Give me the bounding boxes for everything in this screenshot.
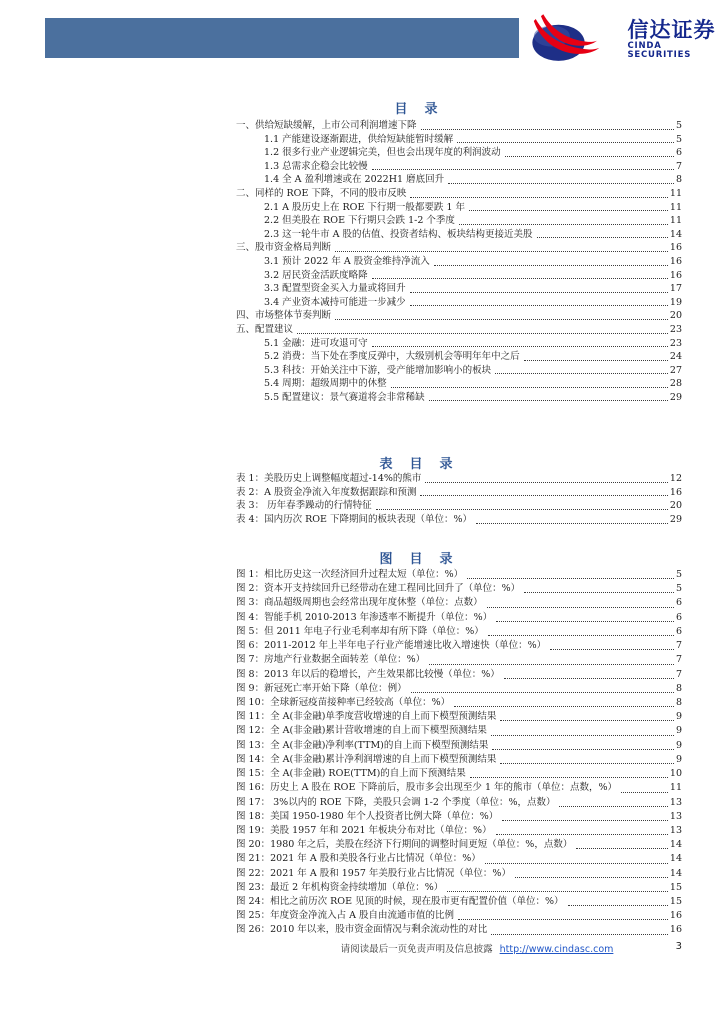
toc-list: [236, 119, 682, 404]
figure-entry: [236, 710, 682, 724]
dot-leader: [576, 848, 668, 849]
dot-leader: [457, 142, 674, 143]
table-entry-page: 16: [669, 486, 682, 498]
figure-list: [236, 568, 682, 938]
dot-leader: [434, 265, 668, 266]
toc-entry-page: 8: [675, 174, 682, 186]
figure-entry-label: 图 19：美股 1957 年和 2021 年板块分布对比（单位：%）: [236, 824, 492, 836]
table-entry: [236, 486, 682, 500]
toc-entry: [236, 187, 682, 201]
toc-entry-page: 19: [669, 296, 682, 308]
dot-leader: [496, 834, 668, 835]
toc-entry: [236, 296, 682, 310]
toc-entry: [236, 391, 682, 405]
figure-entry-page: 6: [675, 611, 682, 623]
dot-leader: [492, 749, 674, 750]
toc-entry-label: 2.2 但美股在 ROE 下行期只会跌 1-2 个季度: [264, 215, 455, 227]
dot-leader: [470, 777, 668, 778]
figure-entry-label: 图 21：2021 年 A 股和美股各行业占比情况（单位：%）: [236, 853, 481, 865]
figure-entry: [236, 668, 682, 682]
cinda-logo: [530, 10, 724, 68]
dot-leader: [410, 305, 668, 306]
table-list-heading: 表 目 录: [379, 457, 455, 472]
figure-entry-label: 图 23：最近 2 年机构资金持续增加（单位：%）: [236, 881, 444, 893]
figure-entry-label: 图 1：相比历史这一次经济回升过程太短（单位：%）: [236, 569, 464, 580]
figure-entry-page: 5: [675, 583, 682, 595]
figure-entry-page: 7: [675, 640, 682, 652]
dot-leader: [411, 692, 674, 693]
table-entry: [236, 513, 682, 527]
toc-entry-page: 29: [669, 391, 682, 403]
toc-entry: [236, 146, 682, 160]
figure-entry: [236, 753, 682, 767]
figure-entry-page: 6: [675, 625, 682, 637]
figure-entry: [236, 639, 682, 653]
dot-leader: [458, 919, 668, 920]
toc-entry: [236, 282, 682, 296]
toc-entry-page: 23: [669, 337, 682, 349]
dot-leader: [505, 156, 674, 157]
dot-leader: [297, 333, 668, 334]
toc-entry-label: 五、配置建议: [236, 323, 294, 335]
toc-entry-label: 三、股市资金格局判断: [236, 242, 332, 254]
figure-entry: [236, 724, 682, 738]
cinda-sphere-swoosh-icon: [530, 10, 617, 68]
figure-entry-page: 14: [669, 867, 682, 879]
dot-leader: [376, 509, 668, 510]
figure-entry-page: 9: [675, 753, 682, 765]
table-entry-page: 12: [669, 473, 682, 484]
dot-leader: [524, 592, 674, 593]
toc-entry-label: 5.1 金融：进可攻退可守: [264, 337, 368, 349]
toc-entry: [236, 377, 682, 391]
figure-entry-label: 图 10：全球新冠疫苗接种率已经较高（单位：%）: [236, 696, 451, 708]
table-entry-label: 表 4：国内历次 ROE 下降期间的板块表现（单位：%）: [236, 514, 473, 526]
figure-entry-label: 图 24：相比之前历次 ROE 见顶的时候，现在股市更有配置价值（单位：%）: [236, 896, 564, 908]
figure-entry-page: 15: [669, 896, 682, 908]
figure-entry: [236, 895, 682, 909]
dot-leader: [372, 169, 674, 170]
figure-entry: [236, 582, 682, 596]
footer-page-number: 3: [675, 941, 682, 952]
toc-entry-label: 5.5 配置建议：景气赛道将会非常稀缺: [264, 391, 425, 403]
dot-leader: [568, 905, 668, 906]
dot-leader: [550, 649, 674, 650]
dot-leader: [485, 863, 668, 864]
dot-leader: [537, 237, 668, 238]
toc-entry: [236, 119, 682, 133]
dot-leader: [500, 720, 674, 721]
figure-list-heading: 图 目 录: [379, 552, 455, 567]
figure-entry-label: 图 14：全 A(非金融)累计净利润增速的自上而下模型预测结果: [236, 753, 497, 765]
toc-entry-page: 28: [669, 378, 682, 390]
figure-entry-page: 8: [675, 696, 682, 708]
figure-entry-label: 图 25：年度资金净流入占 A 股自由流通市值的比例: [236, 910, 455, 922]
figure-entry: [236, 852, 682, 866]
figure-entry-page: 13: [669, 824, 682, 836]
figure-entry-label: 图 15：全 A(非金融) ROE(TTM)的自上而下预测结果: [236, 768, 466, 780]
toc-entry: [236, 133, 682, 147]
figure-entry: [236, 781, 682, 795]
toc-entry-label: 1.1 产能建设逐渐跟进，供给短缺能暂时缓解: [264, 133, 454, 145]
page-footer: [236, 941, 682, 955]
dot-leader: [504, 678, 674, 679]
toc-entry-page: 16: [669, 255, 682, 267]
figure-entry: [236, 810, 682, 824]
toc-entry-page: 16: [669, 269, 682, 281]
figure-entry-label: 图 3：商品超级周期也会经常出现年度休整（单位：点数）: [236, 597, 483, 609]
figure-entry-page: 14: [669, 853, 682, 865]
figure-entry: [236, 881, 682, 895]
figure-entry-page: 8: [675, 682, 682, 694]
figure-entry-page: 16: [669, 910, 682, 922]
toc-entry-page: 11: [669, 201, 682, 213]
toc-entry: [236, 160, 682, 174]
toc-entry: [236, 350, 682, 364]
toc-entry-label: 5.4 周期：超级周期中的休整: [264, 378, 387, 390]
figure-entry-page: 9: [675, 739, 682, 751]
toc-entry-label: 2.3 这一轮牛市 A 股的估值、投资者结构、板块结构更接近美股: [264, 228, 533, 240]
toc-entry-label: 3.2 居民资金活跃度略降: [264, 269, 368, 281]
toc-entry-label: 5.3 科技：开始关注中下游，受产能增加影响小的板块: [264, 364, 492, 376]
toc-entry: [236, 228, 682, 242]
toc-entry: [236, 364, 682, 378]
dot-leader: [425, 482, 668, 483]
toc-entry-label: 1.3 总需求企稳会比较慢: [264, 160, 368, 172]
logo-name-cn: 信达证券: [627, 17, 716, 42]
toc-entry: [236, 214, 682, 228]
dot-leader: [410, 292, 668, 293]
figure-entry-label: 图 13：全 A(非金融)净利率(TTM)的自上而下模型预测结果: [236, 739, 489, 751]
toc-entry: [236, 255, 682, 269]
figure-entry-label: 图 6：2011-2012 年上半年电子行业产能增速比收入增速快（单位：%）: [236, 640, 547, 652]
dot-leader: [467, 578, 674, 579]
table-entry: [236, 472, 682, 486]
figure-entry-page: 7: [675, 654, 682, 666]
figure-entry-label: 图 22：2021 年 A 股和 1957 年美股行业占比情况（单位：%）: [236, 867, 511, 879]
toc-entry: [236, 241, 682, 255]
figure-entry: [236, 696, 682, 710]
toc-entry-label: 3.1 预计 2022 年 A 股资金维持净流入: [264, 255, 430, 267]
toc-entry-page: 6: [675, 147, 682, 159]
table-entry-label: 表 3： 历年春季躁动的行情特征: [236, 500, 372, 512]
toc-entry-label: 2.1 A 股历史上在 ROE 下行期一般都要跌 1 年: [264, 201, 466, 213]
toc-entry-page: 20: [669, 310, 682, 322]
toc-entry-label: 四、市场整体节奏判断: [236, 310, 332, 322]
figure-entry-label: 图 26：2010 年以来，股市资金面情况与剩余流动性的对比: [236, 924, 488, 936]
figure-entry-label: 图 20：1980 年之后，美股在经济下行期间的调整时间更短（单位：%，点数）: [236, 839, 573, 851]
figure-entry: [236, 682, 682, 696]
dot-leader: [491, 934, 668, 935]
figure-entry-label: 图 17： 3%以内的 ROE 下降，美股只会调 1-2 个季度（单位：%，点数）: [236, 796, 556, 808]
dot-leader: [372, 278, 668, 279]
dot-leader: [476, 523, 668, 524]
dot-leader: [391, 387, 668, 388]
dot-leader: [491, 735, 674, 736]
figure-entry: [236, 596, 682, 610]
logo-text: [627, 19, 724, 60]
figure-entry-page: 7: [675, 668, 682, 680]
dot-leader: [335, 251, 668, 252]
logo-name-en: CINDA SECURITIES: [627, 40, 692, 60]
figure-entry: [236, 653, 682, 667]
toc-entry-page: 14: [669, 228, 682, 240]
dot-leader: [502, 820, 668, 821]
dot-leader: [469, 210, 668, 211]
toc-entry-page: 11: [669, 215, 682, 227]
toc-entry-label: 5.2 消费：当下处在季度反弹中，大级别机会等明年年中之后: [264, 351, 520, 363]
dot-leader: [621, 792, 668, 793]
dot-leader: [372, 346, 668, 347]
toc-entry-label: 3.3 配置型资金买入力量或将回升: [264, 283, 406, 295]
figure-entry-page: 5: [675, 569, 682, 580]
dot-leader: [459, 224, 668, 225]
toc-entry: [236, 269, 682, 283]
dot-leader: [495, 373, 668, 374]
dot-leader: [454, 706, 674, 707]
figure-entry-page: 13: [669, 796, 682, 808]
toc-entry-page: 23: [669, 323, 682, 335]
toc-entry-page: 17: [669, 283, 682, 295]
figure-entry: [236, 739, 682, 753]
toc-entry-label: 一、供给短缺缓解，上市公司利润增速下降: [236, 120, 417, 131]
figure-entry-label: 图 16：历史上 A 股在 ROE 下降前后，股市多会出现至少 1 年的熊市（单位：点数，%）: [236, 782, 618, 794]
figure-entry-page: 6: [675, 597, 682, 609]
figure-entry-label: 图 5：但 2011 年电子行业毛利率却有所下降（单位：%）: [236, 625, 484, 637]
figure-entry-label: 图 7：房地产行业数据全面转差（单位：%）: [236, 654, 426, 666]
toc-entry-page: 27: [669, 364, 682, 376]
footer-disclaimer: 请阅读最后一页免责声明及信息披露: [340, 944, 493, 955]
dot-leader: [515, 877, 668, 878]
dot-leader: [429, 664, 674, 665]
figure-entry-label: 图 12：全 A(非金融)累计营收增速的自上而下模型预测结果: [236, 725, 487, 737]
toc-entry-label: 1.4 全 A 盈利增速或在 2022H1 磨底回升: [264, 174, 445, 186]
figure-entry-page: 9: [675, 725, 682, 737]
figure-entry-label: 图 2：资本开支持续回升已经带动在建工程同比回升了（单位：%）: [236, 583, 521, 595]
figure-entry: [236, 796, 682, 810]
figure-entry-page: 15: [669, 881, 682, 893]
dot-leader: [524, 360, 668, 361]
toc-entry-page: 5: [675, 133, 682, 145]
figure-entry-label: 图 9：新冠死亡率开始下降（单位：例）: [236, 682, 407, 694]
figure-entry-label: 图 8：2013 年以后的稳增长，产生效果都比较慢（单位：%）: [236, 668, 500, 680]
table-entry-page: 20: [669, 500, 682, 512]
toc-entry: [236, 337, 682, 351]
dot-leader: [496, 621, 674, 622]
figure-entry: [236, 611, 682, 625]
toc-entry-label: 3.4 产业资本减持可能进一步减少: [264, 296, 406, 308]
toc-entry-page: 7: [675, 160, 682, 172]
figure-entry: [236, 867, 682, 881]
toc-entry-label: 1.2 很多行业产业逻辑完美，但也会出现年度的利润波动: [264, 147, 501, 159]
dot-leader: [559, 806, 667, 807]
toc-entry-page: 24: [669, 351, 682, 363]
toc-heading: 目 录: [394, 102, 440, 117]
dot-leader: [488, 635, 674, 636]
dot-leader: [420, 495, 667, 496]
figure-entry-label: 图 11：全 A(非金融)单季度营收增速的自上而下模型预测结果: [236, 711, 497, 723]
dot-leader: [421, 129, 674, 130]
dot-leader: [448, 183, 674, 184]
figure-entry: [236, 824, 682, 838]
table-list: [236, 472, 682, 527]
toc-entry-page: 11: [669, 187, 682, 199]
dot-leader: [410, 197, 667, 198]
figure-entry-label: 图 18：美国 1950-1980 年个人投资者比例大降（单位：%）: [236, 810, 499, 822]
figure-entry: [236, 625, 682, 639]
table-entry-page: 29: [669, 514, 682, 526]
figure-entry: [236, 909, 682, 923]
header-bar: [45, 18, 519, 58]
table-entry-label: 表 2：A 股资金净流入年度数据跟踪和预测: [236, 486, 417, 498]
dot-leader: [335, 319, 668, 320]
toc-entry-label: 二、同样的 ROE 下降，不同的股市反映: [236, 187, 407, 199]
table-entry-label: 表 1：美股历史上调整幅度超过-14%的熊市: [236, 473, 422, 484]
figure-entry: [236, 767, 682, 781]
figure-entry-label: 图 4：智能手机 2010-2013 年渗透率不断提升（单位：%）: [236, 611, 493, 623]
figure-entry: [236, 568, 682, 582]
toc-entry: [236, 309, 682, 323]
table-entry: [236, 499, 682, 513]
figure-entry-page: 9: [675, 711, 682, 723]
figure-entry: [236, 923, 682, 937]
toc-entry: [236, 173, 682, 187]
dot-leader: [429, 400, 668, 401]
figure-entry-page: 16: [669, 924, 682, 936]
dot-leader: [447, 891, 668, 892]
toc-entry: [236, 323, 682, 337]
figure-entry-page: 14: [669, 839, 682, 851]
dot-leader: [487, 607, 674, 608]
figure-entry-page: 10: [669, 768, 682, 780]
figure-entry-page: 13: [669, 810, 682, 822]
footer-url-link[interactable]: http://www.cindasc.com: [499, 944, 614, 955]
dot-leader: [500, 763, 674, 764]
figure-entry-page: 11: [669, 782, 682, 794]
figure-entry: [236, 838, 682, 852]
toc-entry-page: 16: [669, 242, 682, 254]
toc-entry: [236, 201, 682, 215]
toc-entry-page: 5: [675, 120, 682, 131]
